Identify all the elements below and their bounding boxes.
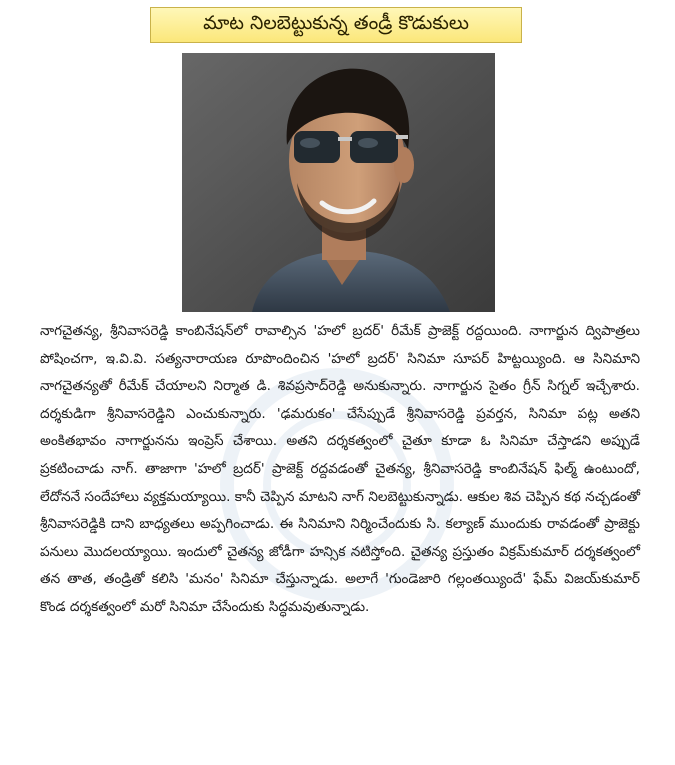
- article-photo: [182, 53, 495, 312]
- headline-banner: [150, 7, 522, 43]
- portrait-photo-icon: [182, 53, 495, 312]
- headline-text: మాట నిలబెట్టుకున్న తండ్రీ కొడుకులు: [203, 11, 469, 34]
- article-body: నాగచైతన్య, శ్రీనివాసరెడ్డి కాంబినేషన్‌లో రావాల్సిన 'హలో బ్రదర్' రీమేక్ ప్రాజెక్ట్ రద్దయింది. నాగార్జున ద్విపాత్రలు పోషించగా, ఇ.వి.వి. సత్యనారాయణ రూపొందించిన 'హలో బ్రదర్' సినిమా సూపర్ హిట్టయ్యింది. ఆ సినిమాని నాగచైతన్యతో రీమేక్ చేయాలని నిర్మాత డి. శివప్రసాద్‌రెడ్డి అనుకున్నారు. నాగార్జున సైతం గ్రీన్ సిగ్నల్ ఇచ్చేశారు. దర్శకుడిగా శ్రీనివాసరెడ్డిని ఎంచుకున్నారు. 'ఢమరుకం' చేసేప్పుడే శ్రీనివాసరెడ్డి ప్రవర్తన, సినిమా పట్ల అతని అంకితభావం నాగార్జునను ఇంప్రెస్ చేశాయి. అతని దర్శకత్వంలో చైతూ కూడా ఓ సినిమా చేస్తాడని అప్పుడే ప్రకటించాడు నాగ్. తాజాగా 'హలో బ్రదర్' ప్రాజెక్ట్ రద్దవడంతో చైతన్య, శ్రీనివాసరెడ్డి కాంబినేషన్ ఫిల్మ్ ఉంటుందో, లేదోననే సందేహాలు వ్యక్తమయ్యాయి. కానీ చెప్పిన మాటని నాగ్ నిలబెట్టుకున్నాడు. ఆకుల శివ చెప్పిన కథ నచ్చడంతో శ్రీనివాసరెడ్డికి దాని బాధ్యతలు అప్పగించాడు. ఈ సినిమాని నిర్మించేందుకు సి. కల్యాణ్ ముందుకు రావడంతో ప్రాజెక్టు పనులు మొదలయ్యాయి. ఇందులో చైతన్య జోడీగా హన్సిక నటిస్తోంది. చైతన్య ప్రస్తుతం విక్రమ్‌కుమార్ దర్శకత్వంలో తన తాత, తండ్రితో కలిసి 'మనం' సినిమా చేస్తున్నాడు. అలాగే 'గుండెజారి గల్లంతయ్యిందే' ఫేమ్ విజయ్‌కుమార్ కొండ దర్శకత్వంలో మరో సినిమా చేసేందుకు సిద్ధమవుతున్నాడు.: [40, 323, 640, 615]
